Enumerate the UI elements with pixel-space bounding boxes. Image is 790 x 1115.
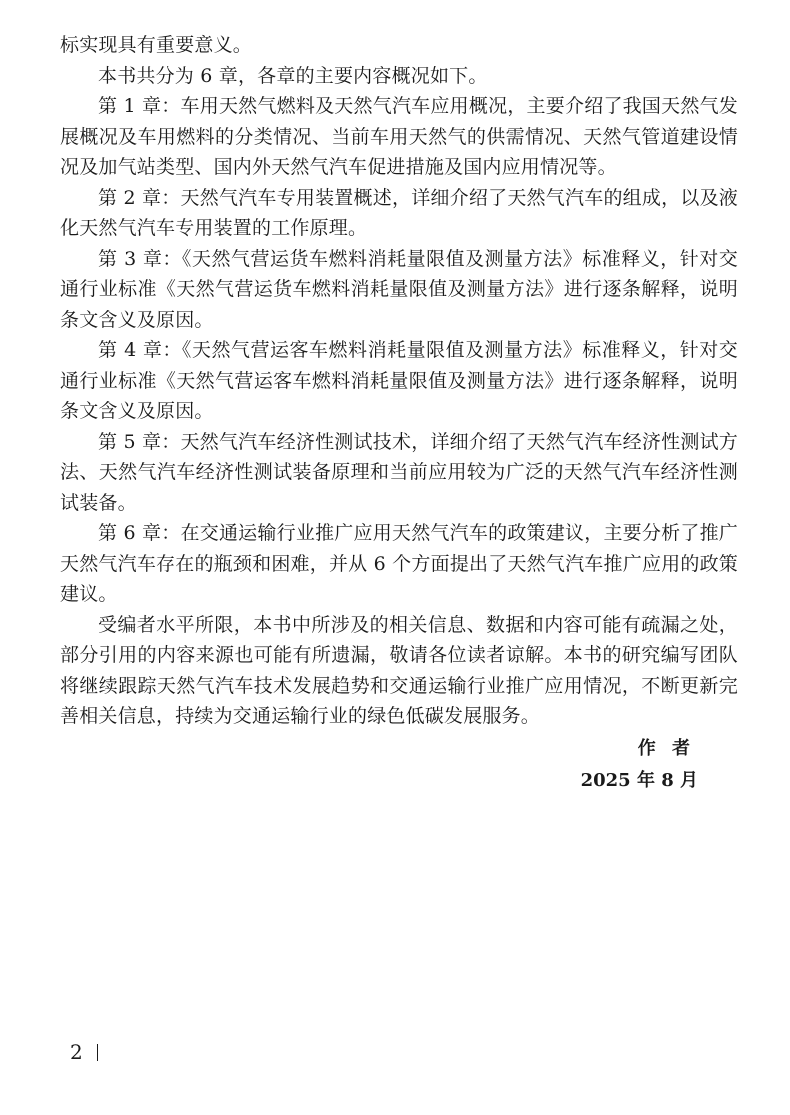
paragraph-chapter-3: 第 3 章：《天然气营运货车燃料消耗量限值及测量方法》标准释义，针对交通行业标准《天然气营运货车燃料消耗量限值及测量方法》进行逐条解释，说明条文含义及原因。 — [60, 247, 738, 331]
page-footer — [70, 1040, 98, 1064]
page-body — [60, 30, 738, 732]
paragraph-overview: 本书共分为 6 章，各章的主要内容概况如下。 — [98, 64, 488, 87]
paragraph-chapter-4: 第 4 章：《天然气营运客车燃料消耗量限值及测量方法》标准释义，针对交通行业标准《天然气营运客车燃料消耗量限值及测量方法》进行逐条解释，说明条文含义及原因。 — [60, 339, 738, 422]
paragraph-chapter-6: 第 6 章：在交通运输行业推广应用天然气汽车的政策建议，主要分析了推广天然气汽车存在的瓶颈和困难，并从 6 个方面提出了天然气汽车推广应用的政策建议。 — [60, 522, 738, 605]
paragraph-continuation: 标实现具有重要意义。 — [60, 34, 253, 56]
signature-author: 作者 — [637, 738, 707, 759]
paragraph-chapter-2: 第 2 章：天然气汽车专用装置概述，详细介绍了天然气汽车的组成，以及液化天然气汽车专用装置的工作原理。 — [60, 186, 738, 239]
footer-divider — [97, 1044, 98, 1061]
signature-date: 2025 年 8 月 — [580, 770, 698, 791]
paragraph-closing: 受编者水平所限，本书中所涉及的相关信息、数据和内容可能有疏漏之处，部分引用的内容来源也可能有所遗漏，敬请各位读者谅解。本书的研究编写团队将继续跟踪天然气汽车技术发展趋势和交通运输行业推广应用情况，不断更新完善相关信息，持续为交通运输行业的绿色低碳发展服务。 — [60, 613, 738, 727]
paragraph-chapter-1: 第 1 章：车用天然气燃料及天然气汽车应用概况，主要介绍了我国天然气发展概况及车用燃料的分类情况、当前车用天然气的供需情况、天然气管道建设情况及加气站类型、国内外天然气汽车促进措施及国内应用情况等。 — [60, 95, 738, 178]
signature-block — [580, 733, 707, 797]
paragraph-chapter-5: 第 5 章：天然气汽车经济性测试技术，详细介绍了天然气汽车经济性测试方法、天然气汽车经济性测试装备原理和当前应用较为广泛的天然气汽车经济性测试装备。 — [60, 430, 738, 514]
page-number: 2 — [70, 1040, 83, 1064]
